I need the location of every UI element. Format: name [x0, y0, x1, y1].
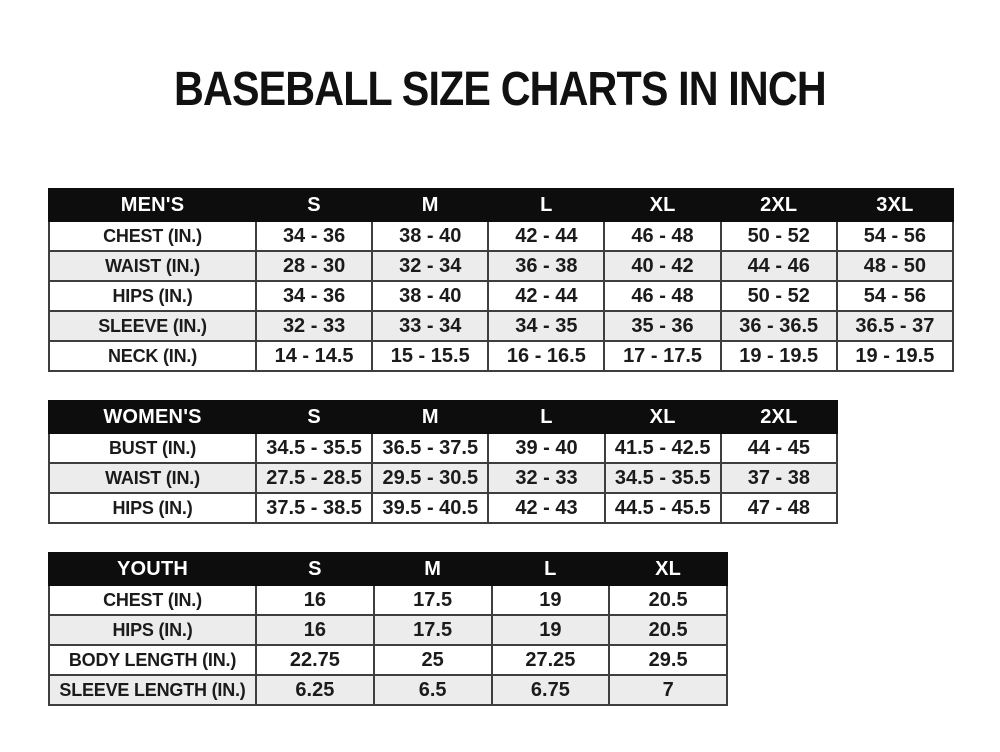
size-value-cell: 36 - 38: [488, 251, 604, 281]
size-value-cell: 16 - 16.5: [488, 341, 604, 371]
size-value-cell: 34 - 36: [256, 281, 372, 311]
mens-header-row: [49, 189, 953, 221]
size-value-cell: 34.5 - 35.5: [256, 433, 372, 463]
size-value-cell: 44 - 46: [721, 251, 837, 281]
womens-table-row: [49, 433, 837, 463]
row-label: WAIST (IN.): [49, 463, 256, 493]
size-value-cell: 27.25: [492, 645, 610, 675]
womens-size-table: [48, 400, 838, 524]
mens-size-table: [48, 188, 954, 372]
size-value-cell: 54 - 56: [837, 221, 953, 251]
size-column-header: XL: [605, 401, 721, 433]
youth-size-table: [48, 552, 728, 706]
size-value-cell: 46 - 48: [604, 281, 720, 311]
row-label: WAIST (IN.): [49, 251, 256, 281]
row-label: NECK (IN.): [49, 341, 256, 371]
size-value-cell: 17.5: [374, 615, 492, 645]
size-value-cell: 20.5: [609, 585, 727, 615]
size-column-header: L: [488, 401, 604, 433]
size-value-cell: 38 - 40: [372, 281, 488, 311]
size-value-cell: 48 - 50: [837, 251, 953, 281]
row-label: CHEST (IN.): [49, 585, 256, 615]
size-value-cell: 42 - 44: [488, 221, 604, 251]
size-column-header: M: [372, 401, 488, 433]
size-value-cell: 16: [256, 615, 374, 645]
size-value-cell: 38 - 40: [372, 221, 488, 251]
size-column-header: 2XL: [721, 401, 837, 433]
size-value-cell: 39.5 - 40.5: [372, 493, 488, 523]
size-value-cell: 37.5 - 38.5: [256, 493, 372, 523]
size-value-cell: 32 - 34: [372, 251, 488, 281]
size-column-header: M: [374, 553, 492, 585]
youth-table-row: [49, 675, 727, 705]
womens-table-title: WOMEN'S: [49, 401, 256, 433]
size-value-cell: 19: [492, 585, 610, 615]
size-value-cell: 46 - 48: [604, 221, 720, 251]
size-value-cell: 29.5 - 30.5: [372, 463, 488, 493]
size-column-header: L: [488, 189, 604, 221]
size-value-cell: 29.5: [609, 645, 727, 675]
size-value-cell: 54 - 56: [837, 281, 953, 311]
size-value-cell: 36.5 - 37: [837, 311, 953, 341]
size-value-cell: 50 - 52: [721, 281, 837, 311]
size-value-cell: 27.5 - 28.5: [256, 463, 372, 493]
row-label: BODY LENGTH (IN.): [49, 645, 256, 675]
size-value-cell: 6.25: [256, 675, 374, 705]
size-column-header: S: [256, 553, 374, 585]
size-value-cell: 17 - 17.5: [604, 341, 720, 371]
size-column-header: S: [256, 189, 372, 221]
size-value-cell: 40 - 42: [604, 251, 720, 281]
mens-table-row: [49, 221, 953, 251]
size-value-cell: 34 - 36: [256, 221, 372, 251]
size-value-cell: 39 - 40: [488, 433, 604, 463]
size-value-cell: 34.5 - 35.5: [605, 463, 721, 493]
size-value-cell: 35 - 36: [604, 311, 720, 341]
womens-table-row: [49, 493, 837, 523]
youth-table-row: [49, 645, 727, 675]
size-value-cell: 6.5: [374, 675, 492, 705]
size-value-cell: 44 - 45: [721, 433, 837, 463]
mens-table-row: [49, 281, 953, 311]
size-value-cell: 7: [609, 675, 727, 705]
size-value-cell: 47 - 48: [721, 493, 837, 523]
size-value-cell: 44.5 - 45.5: [605, 493, 721, 523]
size-column-header: XL: [609, 553, 727, 585]
size-column-header: M: [372, 189, 488, 221]
size-value-cell: 50 - 52: [721, 221, 837, 251]
youth-table-title: YOUTH: [49, 553, 256, 585]
size-value-cell: 19 - 19.5: [837, 341, 953, 371]
size-value-cell: 36.5 - 37.5: [372, 433, 488, 463]
size-value-cell: 6.75: [492, 675, 610, 705]
womens-table-row: [49, 463, 837, 493]
size-value-cell: 15 - 15.5: [372, 341, 488, 371]
size-value-cell: 16: [256, 585, 374, 615]
row-label: HIPS (IN.): [49, 615, 256, 645]
size-value-cell: 14 - 14.5: [256, 341, 372, 371]
size-column-header: S: [256, 401, 372, 433]
row-label: HIPS (IN.): [49, 493, 256, 523]
size-value-cell: 42 - 44: [488, 281, 604, 311]
size-value-cell: 36 - 36.5: [721, 311, 837, 341]
size-value-cell: 41.5 - 42.5: [605, 433, 721, 463]
page-title: [0, 63, 1000, 116]
womens-header-row: [49, 401, 837, 433]
mens-table-row: [49, 311, 953, 341]
row-label: SLEEVE LENGTH (IN.): [49, 675, 256, 705]
row-label: SLEEVE (IN.): [49, 311, 256, 341]
size-value-cell: 32 - 33: [256, 311, 372, 341]
row-label: CHEST (IN.): [49, 221, 256, 251]
youth-table-row: [49, 615, 727, 645]
size-value-cell: 33 - 34: [372, 311, 488, 341]
size-value-cell: 42 - 43: [488, 493, 604, 523]
mens-table-title: MEN'S: [49, 189, 256, 221]
youth-table-row: [49, 585, 727, 615]
row-label: BUST (IN.): [49, 433, 256, 463]
size-column-header: XL: [604, 189, 720, 221]
size-value-cell: 32 - 33: [488, 463, 604, 493]
size-value-cell: 37 - 38: [721, 463, 837, 493]
size-value-cell: 17.5: [374, 585, 492, 615]
size-value-cell: 19: [492, 615, 610, 645]
size-value-cell: 19 - 19.5: [721, 341, 837, 371]
tables-container: [48, 188, 1000, 706]
size-column-header: L: [492, 553, 610, 585]
youth-header-row: [49, 553, 727, 585]
size-value-cell: 25: [374, 645, 492, 675]
row-label: HIPS (IN.): [49, 281, 256, 311]
size-column-header: 2XL: [721, 189, 837, 221]
size-value-cell: 28 - 30: [256, 251, 372, 281]
size-column-header: 3XL: [837, 189, 953, 221]
mens-table-row: [49, 341, 953, 371]
size-value-cell: 20.5: [609, 615, 727, 645]
mens-table-row: [49, 251, 953, 281]
size-value-cell: 34 - 35: [488, 311, 604, 341]
size-value-cell: 22.75: [256, 645, 374, 675]
page-title-text: BASEBALL SIZE CHARTS IN INCH: [174, 63, 826, 116]
